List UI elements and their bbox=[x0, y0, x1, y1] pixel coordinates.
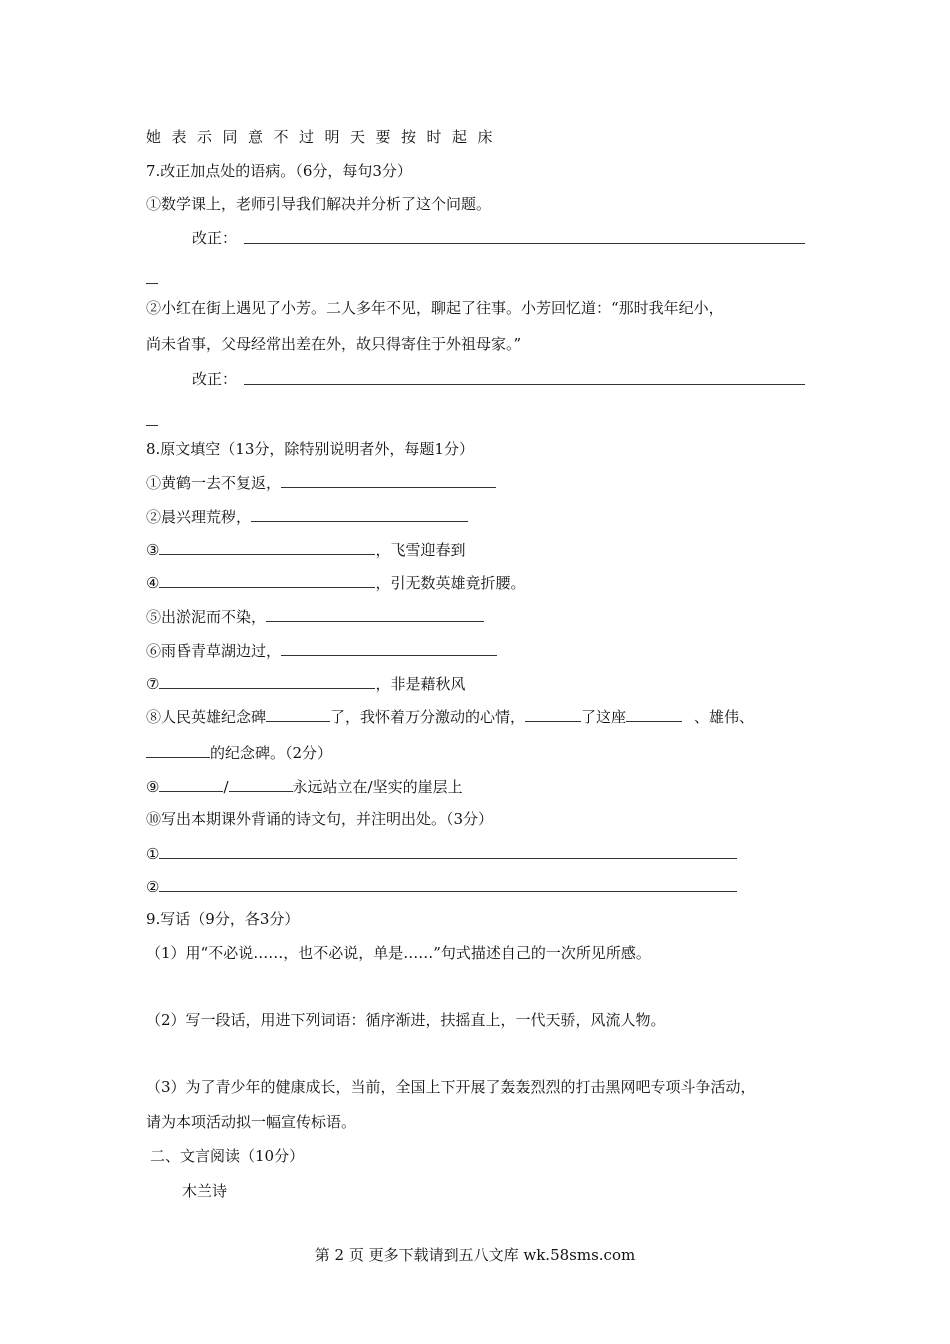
q8-item-10-a-blank[interactable] bbox=[159, 843, 737, 859]
q8-item-8-blank-1[interactable] bbox=[266, 706, 330, 722]
q8-item-8 bbox=[146, 706, 754, 727]
q8-item-9-prefix: ⑨ bbox=[146, 778, 160, 796]
q8-item-5-blank[interactable] bbox=[266, 606, 484, 622]
q8-item-2 bbox=[146, 506, 468, 527]
q9-prompt-3-line-1: （3）为了青少年的健康成长，当前，全国上下开展了轰轰烈烈的打击黑网吧专项斗争活动， bbox=[146, 1078, 756, 1096]
q8-item-4 bbox=[146, 572, 525, 593]
q8-item-6-text: ⑥雨昏青草湖边过， bbox=[146, 642, 282, 660]
q8-item-10-a bbox=[146, 843, 737, 864]
q8-item-4-prefix: ④ bbox=[146, 574, 160, 592]
q8-item-7-prefix: ⑦ bbox=[146, 675, 160, 693]
q8-item-4-text: ，引无数英雄竟折腰。 bbox=[375, 574, 526, 592]
q8-item-9-text: 永远站立在/坚实的崖层上 bbox=[292, 778, 463, 796]
q8-item-3-blank[interactable] bbox=[159, 539, 375, 555]
q8-item-3-text: ，飞雪迎春到 bbox=[375, 541, 466, 559]
q8-item-10-b-prefix: ② bbox=[146, 878, 160, 896]
q8-title: 8.原文填空（13分，除特别说明者外，每题1分） bbox=[146, 440, 474, 458]
q7-sentence-2-line-2: 尚未省事，父母经常出差在外，故只得寄住于外祖母家。” bbox=[146, 335, 522, 353]
q7-fix-label-1: 改正： bbox=[192, 229, 238, 247]
q8-item-10-b-blank[interactable] bbox=[159, 876, 737, 892]
q8-item-8-part-c: 了这座 bbox=[581, 708, 627, 726]
q7-answer-line-1-wrap bbox=[146, 283, 158, 284]
q8-item-1-text: ①黄鹤一去不复返， bbox=[146, 474, 282, 492]
page-footer: 第 2 页 更多下载请到五八文库 wk.58sms.com bbox=[314, 1246, 636, 1264]
q7-title: 7.改正加点处的语病。（6分，每句3分） bbox=[146, 162, 412, 180]
q7-answer-line-1[interactable] bbox=[244, 243, 805, 244]
q8-item-5-text: ⑤出淤泥而不染， bbox=[146, 608, 267, 626]
q9-prompt-1: （1）用“不必说……，也不必说，单是……”句式描述自己的一次所见所感。 bbox=[146, 944, 651, 962]
q8-item-3 bbox=[146, 539, 465, 560]
q9-title: 9.写话（9分，各3分） bbox=[146, 910, 300, 928]
q8-item-8-blank-3[interactable] bbox=[626, 706, 682, 722]
q9-prompt-2: （2）写一段话，用进下列词语：循序渐进，扶摇直上，一代天骄，风流人物。 bbox=[146, 1011, 666, 1029]
q8-item-5 bbox=[146, 606, 484, 627]
q8-item-9-sep: / bbox=[223, 778, 229, 796]
q8-item-9-blank-2[interactable] bbox=[229, 776, 293, 792]
q8-item-8-part-d: 、雄伟、 bbox=[694, 708, 755, 726]
q7-answer-line-2-wrap bbox=[146, 425, 158, 426]
q8-item-8-part-b: 了，我怀着万分激动的心情， bbox=[330, 708, 526, 726]
q8-item-7-blank[interactable] bbox=[159, 673, 375, 689]
q8-item-6-blank[interactable] bbox=[281, 640, 497, 656]
q8-item-9-blank-1[interactable] bbox=[159, 776, 223, 792]
q7-answer-line-2[interactable] bbox=[244, 384, 805, 385]
q9-prompt-3-line-2: 请为本项活动拟一幅宣传标语。 bbox=[146, 1113, 357, 1131]
q8-item-8-blank-4[interactable] bbox=[146, 742, 210, 758]
q7-fix-label-2: 改正： bbox=[192, 370, 238, 388]
q8-item-4-blank[interactable] bbox=[159, 572, 375, 588]
q7-sentence-2-line-1: ②小红在街上遇见了小芳。二人多年不见，聊起了往事。小芳回忆道：“那时我年纪小， bbox=[146, 299, 724, 317]
poem-title: 木兰诗 bbox=[182, 1182, 228, 1200]
q8-item-3-prefix: ③ bbox=[146, 541, 160, 559]
q8-item-8-blank-2[interactable] bbox=[525, 706, 581, 722]
previous-question-tail: 她表示同意不过明天要按时起床 bbox=[146, 128, 504, 146]
q8-item-8-cont bbox=[146, 742, 332, 763]
q8-item-2-text: ②晨兴理荒秽， bbox=[146, 508, 252, 526]
q8-item-10-b bbox=[146, 876, 737, 897]
q8-item-2-blank[interactable] bbox=[251, 506, 468, 522]
q7-sentence-1: ①数学课上，老师引导我们解决并分析了这个问题。 bbox=[146, 195, 492, 213]
q8-item-10: ⑩写出本期课外背诵的诗文句，并注明出处。（3分） bbox=[146, 810, 494, 828]
q8-item-1 bbox=[146, 472, 496, 493]
q8-item-6 bbox=[146, 640, 497, 661]
q8-item-1-blank[interactable] bbox=[281, 472, 496, 488]
q8-item-7-text: ，非是藉秋风 bbox=[375, 675, 466, 693]
q8-item-9 bbox=[146, 776, 463, 797]
q8-item-8-part-a: ⑧人民英雄纪念碑 bbox=[146, 708, 267, 726]
q8-item-8-part-e: 的纪念碑。（2分） bbox=[210, 744, 333, 762]
section-2-title: 二、文言阅读（10分） bbox=[150, 1147, 305, 1165]
q8-item-10-a-prefix: ① bbox=[146, 845, 160, 863]
q8-item-7 bbox=[146, 673, 465, 694]
